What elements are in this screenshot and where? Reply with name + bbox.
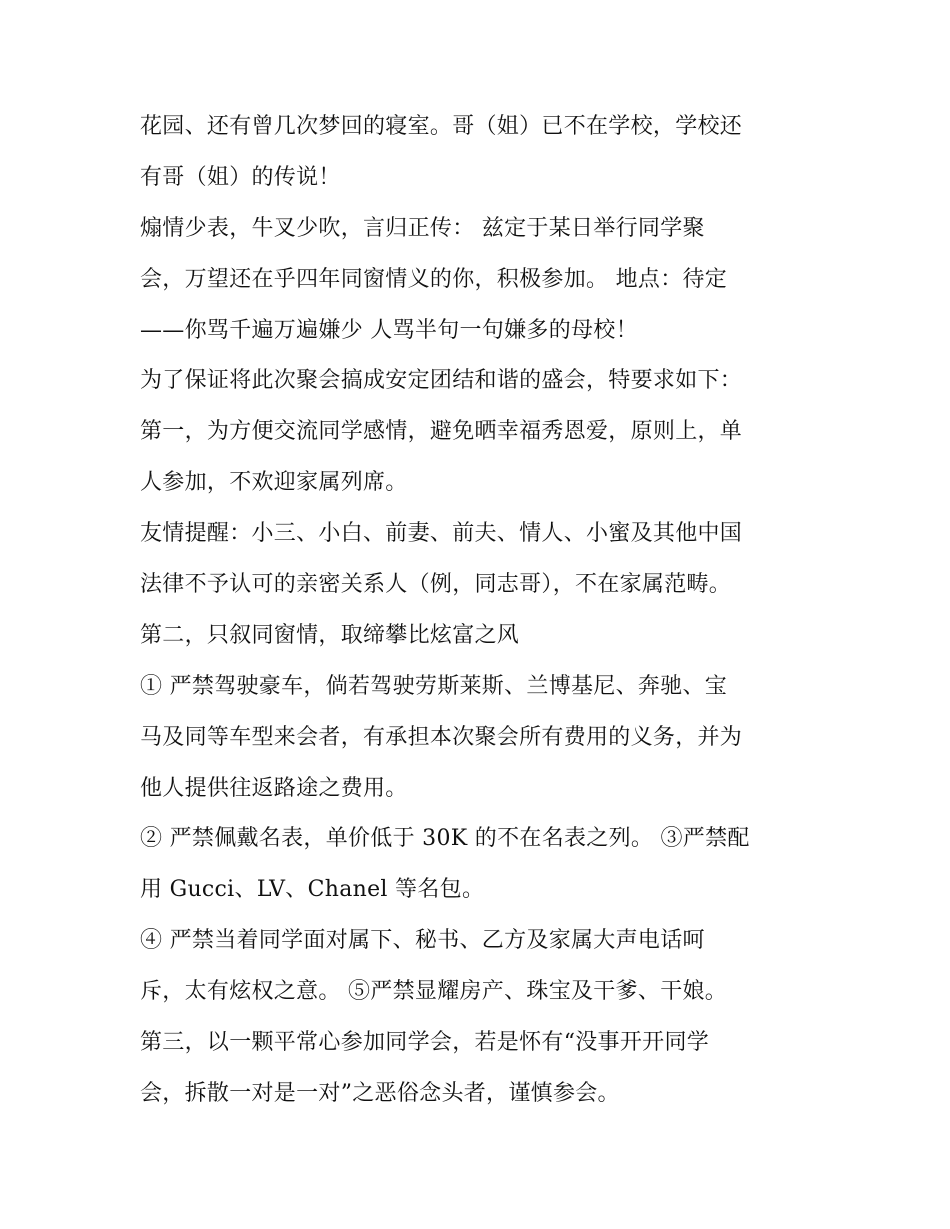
text-line-9: 友情提醒：小三、小白、前妻、前夫、情人、小蜜及其他中国	[140, 521, 743, 547]
text-line-16: 用 Gucci、LV、Chanel 等名包。	[140, 877, 485, 903]
text-line-7: 第一，为方便交流同学感情，避免晒幸福秀恩爱，原则上，单	[140, 419, 743, 445]
text-line-5: ——你骂千遍万遍嫌少 人骂半句一句嫌多的母校！	[140, 317, 638, 343]
text-line-1: 花园、还有曾几次梦回的寝室。哥（姐）已不在学校，学校还	[140, 114, 743, 139]
text-line-3: 煽情少表，牛叉少吹，言归正传： 兹定于某日举行同学聚	[140, 215, 705, 241]
text-line-4: 会，万望还在乎四年同窗情义的你，积极参加。 地点：待定	[140, 266, 728, 292]
text-line-17: ④ 严禁当着同学面对属下、秘书、乙方及家属大声电话呵	[140, 928, 705, 954]
text-line-2: 有哥（姐）的传说！	[140, 164, 341, 190]
text-line-19: 第三，以一颗平常心参加同学会，若是怀有“没事开开同学	[140, 1030, 710, 1056]
text-line-6: 为了保证将此次聚会搞成安定团结和谐的盛会，特要求如下：	[140, 368, 743, 394]
text-line-20: 会，拆散一对是一对”之恶俗念头者，谨慎参会。	[140, 1080, 620, 1106]
document-body	[140, 102, 840, 1120]
text-line-15: ② 严禁佩戴名表，单价低于 30K 的不在名表之列。 ③严禁配	[140, 826, 750, 852]
text-line-8: 人参加，不欢迎家属列席。	[140, 470, 408, 496]
text-line-12: ① 严禁驾驶豪车，倘若驾驶劳斯莱斯、兰博基尼、奔驰、宝	[140, 673, 728, 699]
text-line-13: 马及同等车型来会者，有承担本次聚会所有费用的义务，并为	[140, 724, 743, 750]
text-line-18: 斥，太有炫权之意。 ⑤严禁显耀房产、珠宝及干爹、干娘。	[140, 979, 728, 1005]
text-line-14: 他人提供往返路途之费用。	[140, 775, 408, 801]
text-line-11: 第二，只叙同窗情，取缔攀比炫富之风	[140, 622, 520, 648]
text-line-10: 法律不予认可的亲密关系人（例，同志哥），不在家属范畴。	[140, 572, 732, 598]
